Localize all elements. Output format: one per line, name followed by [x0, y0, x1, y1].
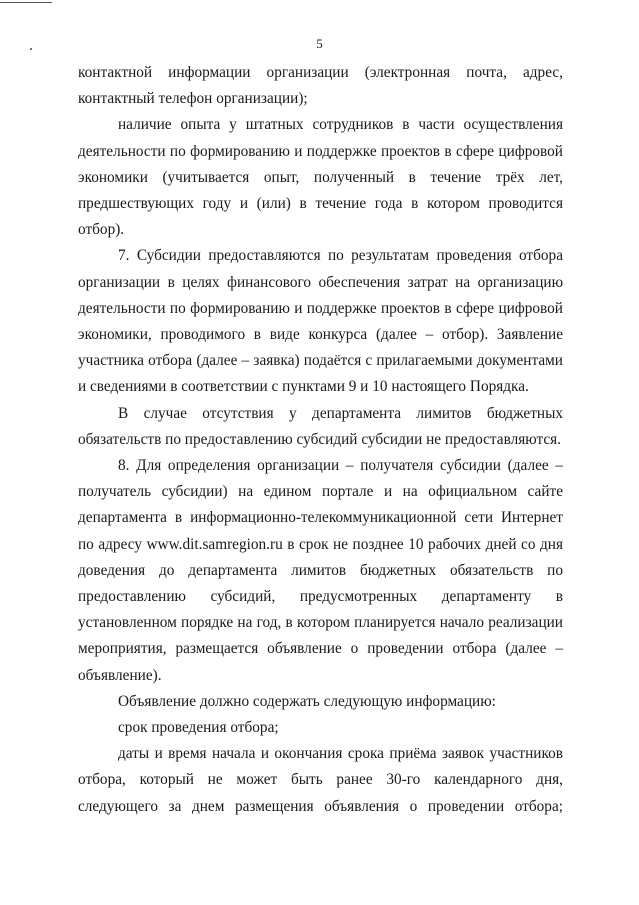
- paragraph-clause-7: 7. Субсидии предоставляются по результатам проведения отбора организации в целях финансового обеспечения затрат на организацию деятельности по формированию и поддержке проектов в сфере цифровой экономики, проводимого в виде конкурса (далее – отбор). Заявление участника отбора (далее – заявка) подаётся с прилагаемыми документами и сведениями в соответствии с пунктами 9 и 10 настоящего Порядка.: [78, 247, 563, 396]
- document-text: [78, 60, 563, 820]
- paragraph-staff-experience: наличие опыта у штатных сотрудников в части осуществления деятельности по формированию и поддержке проектов в сфере цифровой экономики (учитывается опыт, полученный в течение трёх лет, предшествующих году и (или) в течение года в котором проводится отбор).: [78, 116, 563, 239]
- scan-top-rule: [0, 2, 52, 3]
- paragraph-budget-limits: В случае отсутствия у департамента лимитов бюджетных обязательств по предоставлению субсидий субсидии не предоставляются.: [78, 404, 563, 448]
- page-number: 5: [316, 36, 323, 51]
- paragraph-application-dates: даты и время начала и окончания срока приёма заявок участников отбора, который не может быть ранее 30-го календарного дня, следующего за днем размещения объявления о проведении отбора;: [78, 745, 563, 815]
- paragraph-announcement-contents: Объявление должно содержать следующую информацию:: [118, 692, 496, 710]
- paragraph-selection-period: срок проведения отбора;: [118, 719, 279, 737]
- paragraph-contact-info: контактной информации организации (электронная почта, адрес, контактный телефон организации);: [78, 64, 563, 108]
- paragraph-clause-8: 8. Для определения организации – получателя субсидии (далее – получатель субсидии) на едином портале и на официальном сайте департамента в информационно-телекоммуникационной сети Интернет по адресу www.dit.samregion.ru в срок не позднее 10 рабочих дней со дня доведения до департамента лимитов бюджетных обязательств по предоставлению субсидий, предусмотренных департаменту в установленном порядке на год, в котором планируется начало реализации мероприятия, размещается объявление о проведении отбора (далее – объявление).: [78, 457, 563, 684]
